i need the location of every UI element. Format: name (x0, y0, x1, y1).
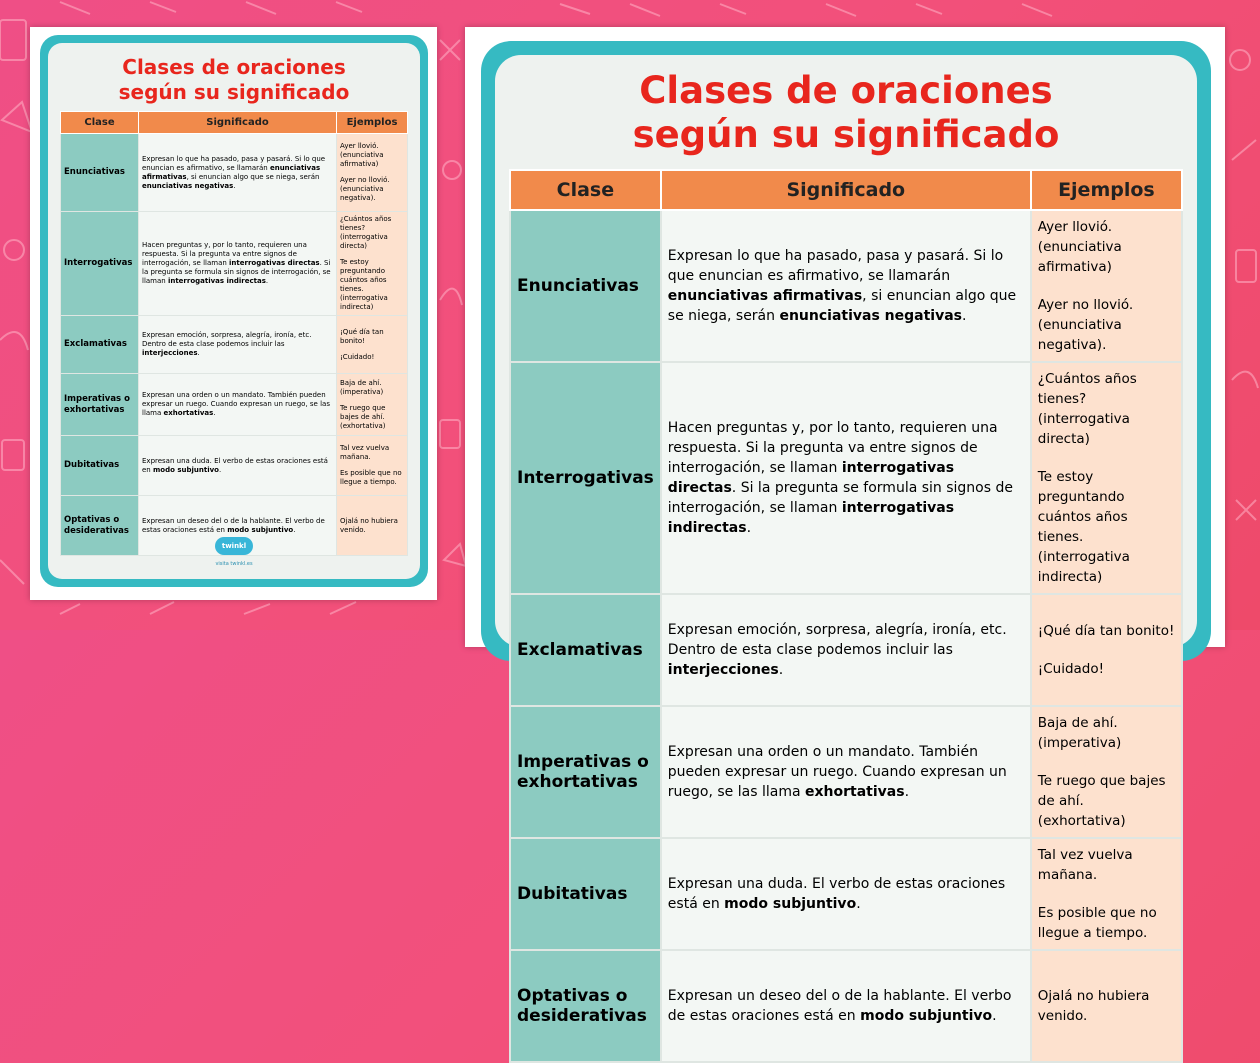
cell-ejemplos (337, 436, 408, 496)
text-segment: Expresan un deseo del o de la hablante. El verbo de estas oraciones está en (142, 516, 325, 534)
cell-clase: Dubitativas (510, 838, 661, 950)
example-sentence: Tal vez vuelva mañana. (1037, 847, 1133, 883)
text-segment: . (213, 409, 216, 417)
text-segment: Expresan lo que ha pasado, pasa y pasará. Si lo que enuncian es afirmativo, se llamarán (142, 154, 326, 172)
text-segment: . (233, 181, 236, 190)
poster-inner-large (495, 55, 1197, 1026)
table-row (61, 374, 408, 436)
bold-term: enunciativas afirmativas (667, 288, 863, 304)
text-segment: . (904, 784, 910, 800)
example-sentence: Ayer no llovió. (enunciativa negativa). (1037, 297, 1134, 353)
cell-ejemplos (337, 134, 408, 212)
example-sentence: Es posible que no llegue a tiempo. (1037, 905, 1157, 941)
twinkl-logo: twinkl (215, 537, 253, 555)
table-row (510, 362, 1182, 594)
text-segment: Expresan una orden o un mandato. También pueden expresar un ruego. Cuando expresan un ruego, se las llama (667, 744, 1007, 800)
text-segment: Hacen preguntas y, por lo tanto, requieren una respuesta. Si la pregunta va entre signos de interrogación, se llaman (142, 241, 307, 267)
cell-significado (661, 950, 1031, 1062)
example-sentence: ¿Cuántos años tienes? (interrogativa directa) (1037, 371, 1137, 447)
cell-significado (139, 374, 337, 436)
text-segment: Expresan lo que ha pasado, pasa y pasará. Si lo que enuncian es afirmativo, se llamarán (667, 248, 1004, 284)
bold-term: interjecciones (667, 662, 779, 678)
bold-term: modo subjuntivo (860, 1008, 993, 1024)
cell-significado (661, 594, 1031, 706)
table-row (510, 210, 1182, 362)
bold-term: interrogativas directas (229, 259, 320, 267)
text-segment: . (293, 525, 296, 534)
bold-term: interrogativas directas (667, 460, 955, 496)
example-sentence: Te ruego que bajes de ahí. (exhortativa) (1037, 773, 1166, 829)
example-sentence: Te estoy preguntando cuántos años tienes. (interrogativa indirecta) (340, 258, 388, 311)
text-segment: Expresan una duda. El verbo de estas oraciones está en (142, 456, 328, 474)
header-significado: Significado (661, 170, 1031, 210)
text-segment: Expresan un deseo del o de la hablante. El verbo de estas oraciones está en (667, 988, 1012, 1024)
table-body (61, 134, 408, 556)
table-row (61, 212, 408, 316)
sentence-types-table-large (509, 169, 1183, 1063)
bold-term: modo subjuntivo (724, 896, 857, 912)
example-sentence: Ayer llovió. (enunciativa afirmativa) (1037, 219, 1122, 275)
table-row (510, 950, 1182, 1062)
cell-ejemplos (337, 212, 408, 316)
twinkl-url: visita twinkl.es (215, 561, 253, 567)
text-segment: , si enuncian algo que se niega, serán (667, 288, 1017, 324)
cell-clase: Imperativas o exhortativas (61, 374, 139, 436)
text-segment: . (746, 520, 752, 536)
example-sentence: Tal vez vuelva mañana. (340, 444, 390, 461)
example-sentence: ¡Qué día tan bonito! (1037, 623, 1175, 639)
text-segment: Hacen preguntas y, por lo tanto, requieren una respuesta. Si la pregunta va entre signos de interrogación, se llaman (667, 420, 998, 476)
cell-ejemplos (1031, 706, 1182, 838)
cell-clase: Optativas o desiderativas (61, 496, 139, 556)
cell-significado (139, 212, 337, 316)
bold-term: exhortativas (805, 784, 905, 800)
header-clase: Clase (510, 170, 661, 210)
title-line-1: Clases de oraciones (122, 55, 346, 79)
text-segment: . (197, 349, 200, 357)
example-sentence: Ojalá no hubiera venido. (340, 516, 398, 534)
cell-significado (139, 134, 337, 212)
text-segment: Expresan emoción, sorpresa, alegría, ironía, etc. Dentro de esta clase podemos incluir las (142, 331, 312, 348)
example-sentence: Te ruego que bajes de ahí. (exhortativa) (340, 403, 386, 430)
text-segment: Expresan una duda. El verbo de estas oraciones está en (667, 876, 1006, 912)
example-sentence: Ayer no llovió. (enunciativa negativa). (340, 176, 390, 202)
cell-ejemplos (1031, 362, 1182, 594)
cell-significado (661, 706, 1031, 838)
cell-significado (139, 316, 337, 374)
header-ejemplos: Ejemplos (1031, 170, 1182, 210)
poster-title (60, 55, 408, 105)
cell-clase: Dubitativas (61, 436, 139, 496)
title-line-2: según su significado (118, 80, 350, 104)
poster-frame (40, 35, 428, 587)
cell-clase: Enunciativas (61, 134, 139, 212)
cell-clase: Exclamativas (510, 594, 661, 706)
bold-term: enunciativas negativas (142, 181, 234, 190)
example-sentence: ¡Cuidado! (1037, 661, 1105, 677)
cell-significado (139, 436, 337, 496)
bold-term: enunciativas afirmativas (142, 163, 321, 181)
poster-zoomed (465, 27, 1225, 1026)
header-significado: Significado (139, 112, 337, 134)
bold-term: interrogativas indirectas (167, 277, 266, 285)
example-sentence: Te estoy preguntando cuántos años tienes. (interrogativa indirecta) (1037, 469, 1130, 585)
title-line-1: Clases de oraciones (639, 69, 1053, 112)
table-body (510, 210, 1182, 1062)
text-segment: . (778, 662, 784, 678)
cell-ejemplos (337, 374, 408, 436)
text-segment: . (265, 277, 269, 285)
cell-significado (661, 838, 1031, 950)
poster-thumbnail (30, 27, 437, 600)
text-segment: . (992, 1008, 997, 1024)
text-segment: . (962, 308, 967, 324)
bold-term: enunciativas negativas (779, 308, 963, 324)
bold-term: interjecciones (142, 349, 198, 357)
cell-clase: Optativas o desiderativas (510, 950, 661, 1062)
cell-clase: Interrogativas (61, 212, 139, 316)
cell-clase: Interrogativas (510, 362, 661, 594)
example-sentence: Ayer llovió. (enunciativa afirmativa) (340, 142, 384, 168)
text-segment: Expresan emoción, sorpresa, alegría, ironía, etc. Dentro de esta clase podemos incluir las (667, 622, 1007, 658)
poster-frame-large (481, 41, 1211, 1026)
table-header-row (510, 170, 1182, 210)
text-segment: . Si la pregunta se formula sin signos de interrogación, se llaman (667, 480, 1013, 516)
table-row (510, 594, 1182, 706)
bold-term: modo subjuntivo (152, 465, 219, 474)
example-sentence: ¡Qué día tan bonito! (340, 327, 384, 345)
bold-term: exhortativas (163, 409, 214, 417)
table-row (510, 838, 1182, 950)
title-line-2: según su significado (632, 113, 1060, 156)
cell-ejemplos (1031, 950, 1182, 1062)
cell-ejemplos (1031, 594, 1182, 706)
table-row (61, 134, 408, 212)
example-sentence: Es posible que no llegue a tiempo. (340, 469, 402, 486)
sentence-types-table (60, 111, 408, 556)
cell-clase: Exclamativas (61, 316, 139, 374)
cell-ejemplos (1031, 210, 1182, 362)
bold-term: modo subjuntivo (227, 525, 294, 534)
text-segment: . (856, 896, 861, 912)
table-row (61, 436, 408, 496)
cell-ejemplos (337, 316, 408, 374)
example-sentence: ¿Cuántos años tienes? (interrogativa directa) (340, 215, 392, 250)
example-sentence: ¡Cuidado! (340, 352, 375, 361)
cell-ejemplos (1031, 838, 1182, 950)
text-segment: Expresan una orden o un mandato. También pueden expresar un ruego. Cuando expresan un ruego, se las llama (142, 391, 330, 417)
example-sentence: Ojalá no hubiera venido. (1037, 988, 1150, 1024)
table-header-row (61, 112, 408, 134)
header-ejemplos: Ejemplos (337, 112, 408, 134)
cell-ejemplos (337, 496, 408, 556)
example-sentence: Baja de ahí. (imperativa) (340, 378, 384, 396)
bold-term: interrogativas indirectas (667, 500, 955, 536)
cell-clase: Enunciativas (510, 210, 661, 362)
text-segment: . (218, 465, 222, 474)
cell-significado (661, 210, 1031, 362)
table-row (510, 706, 1182, 838)
poster-inner (48, 43, 420, 579)
cell-clase: Imperativas o exhortativas (510, 706, 661, 838)
text-segment: , si enuncian algo que se niega, serán (186, 172, 320, 181)
cell-significado (661, 362, 1031, 594)
example-sentence: Baja de ahí. (imperativa) (1037, 715, 1122, 751)
table-row (61, 316, 408, 374)
poster-title-large (509, 69, 1183, 157)
text-segment: . Si la pregunta se formula sin signos de interrogación, se llaman (142, 259, 331, 285)
header-clase: Clase (61, 112, 139, 134)
